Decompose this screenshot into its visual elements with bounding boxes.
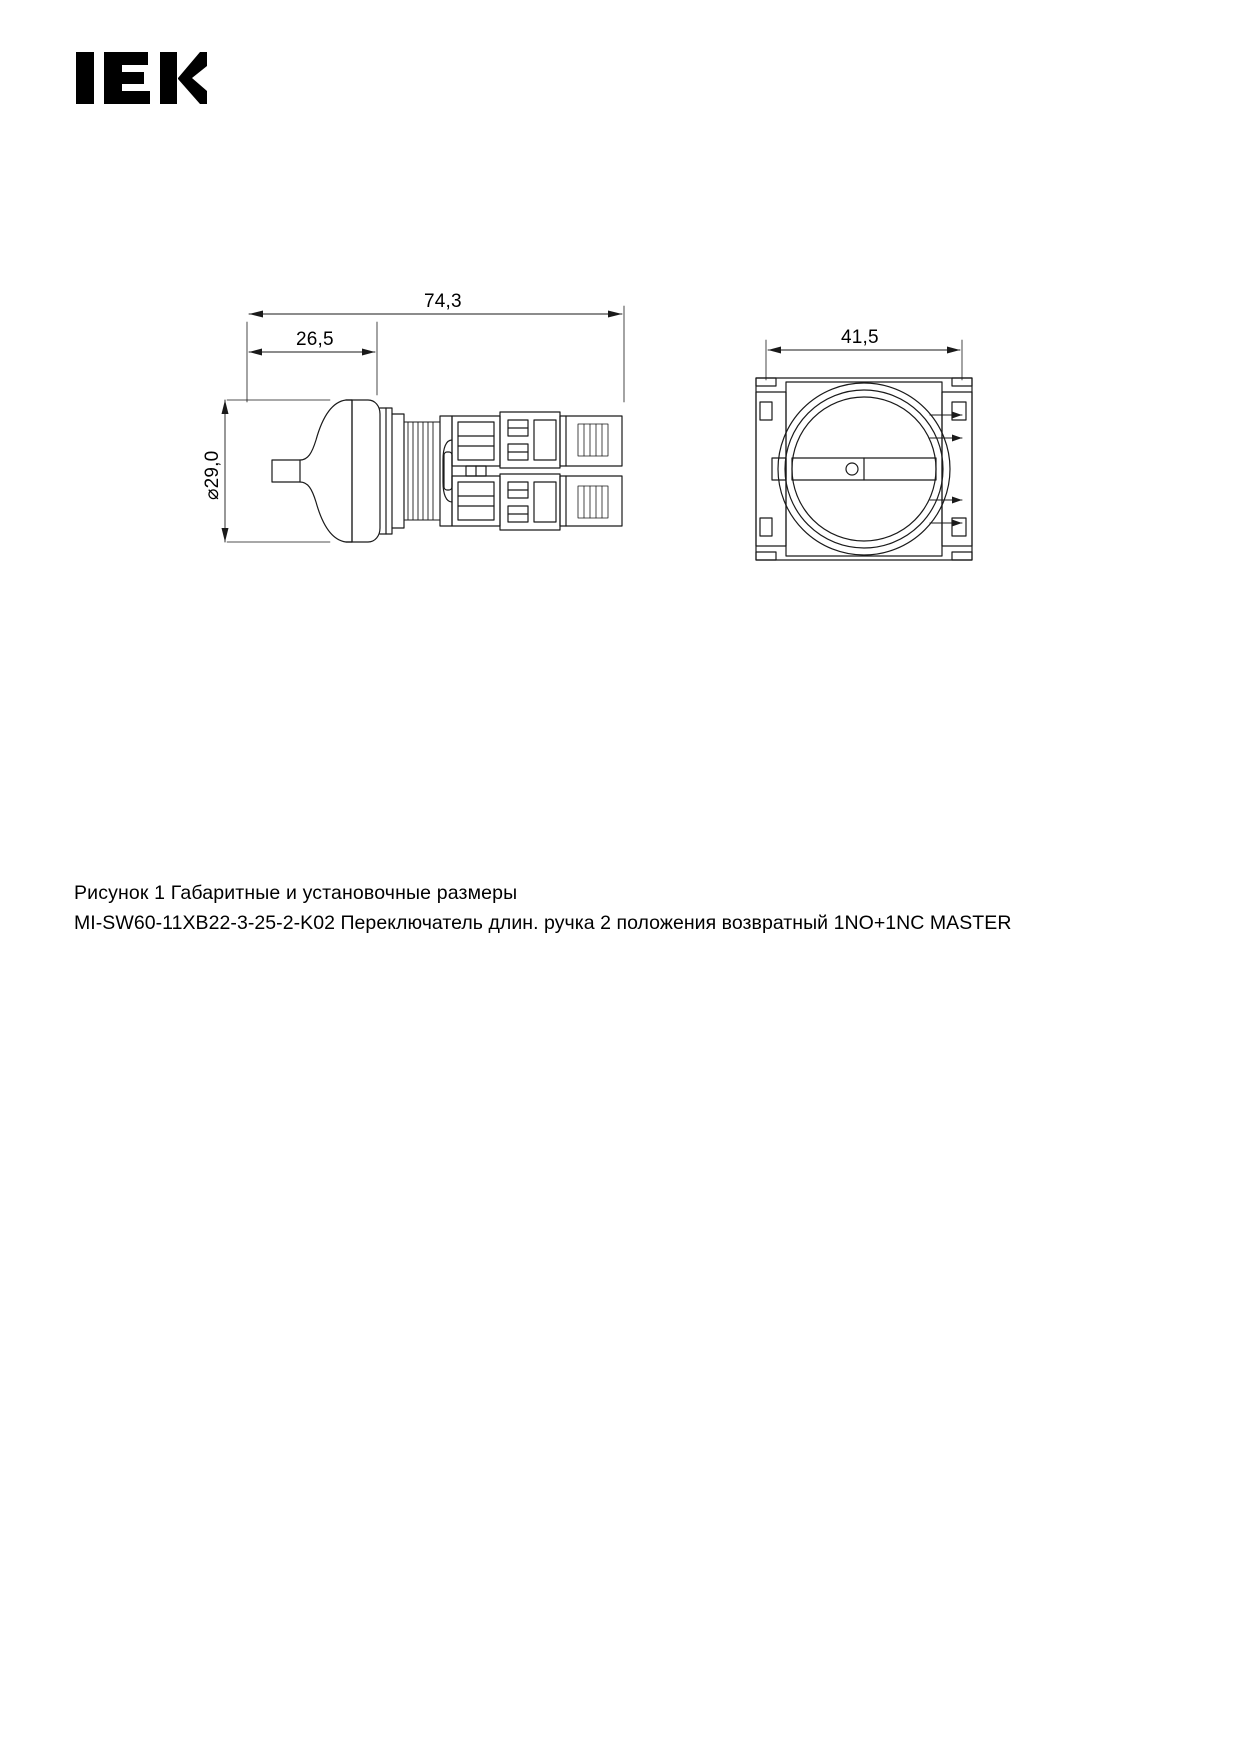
technical-drawing [0,270,1239,600]
figure-caption-line-1: Рисунок 1 Габаритные и установочные размеры [74,882,518,904]
side-view-geometry [222,306,625,542]
dimension-label-body-diameter: ⌀29,0 [202,450,223,500]
figure-caption-line-2: MI-SW60-11XB22-3-25-2-K02 Переключатель длин. ручка 2 положения возвратный 1NO+1NC MASTER [74,912,1012,934]
figure-caption [74,878,1174,938]
iek-logo [74,48,209,108]
front-view-geometry [756,340,972,560]
dimension-label-front-width: 41,5 [841,327,879,348]
dimension-label-handle-length: 26,5 [296,329,334,350]
dimension-label-overall-length: 74,3 [424,291,462,312]
